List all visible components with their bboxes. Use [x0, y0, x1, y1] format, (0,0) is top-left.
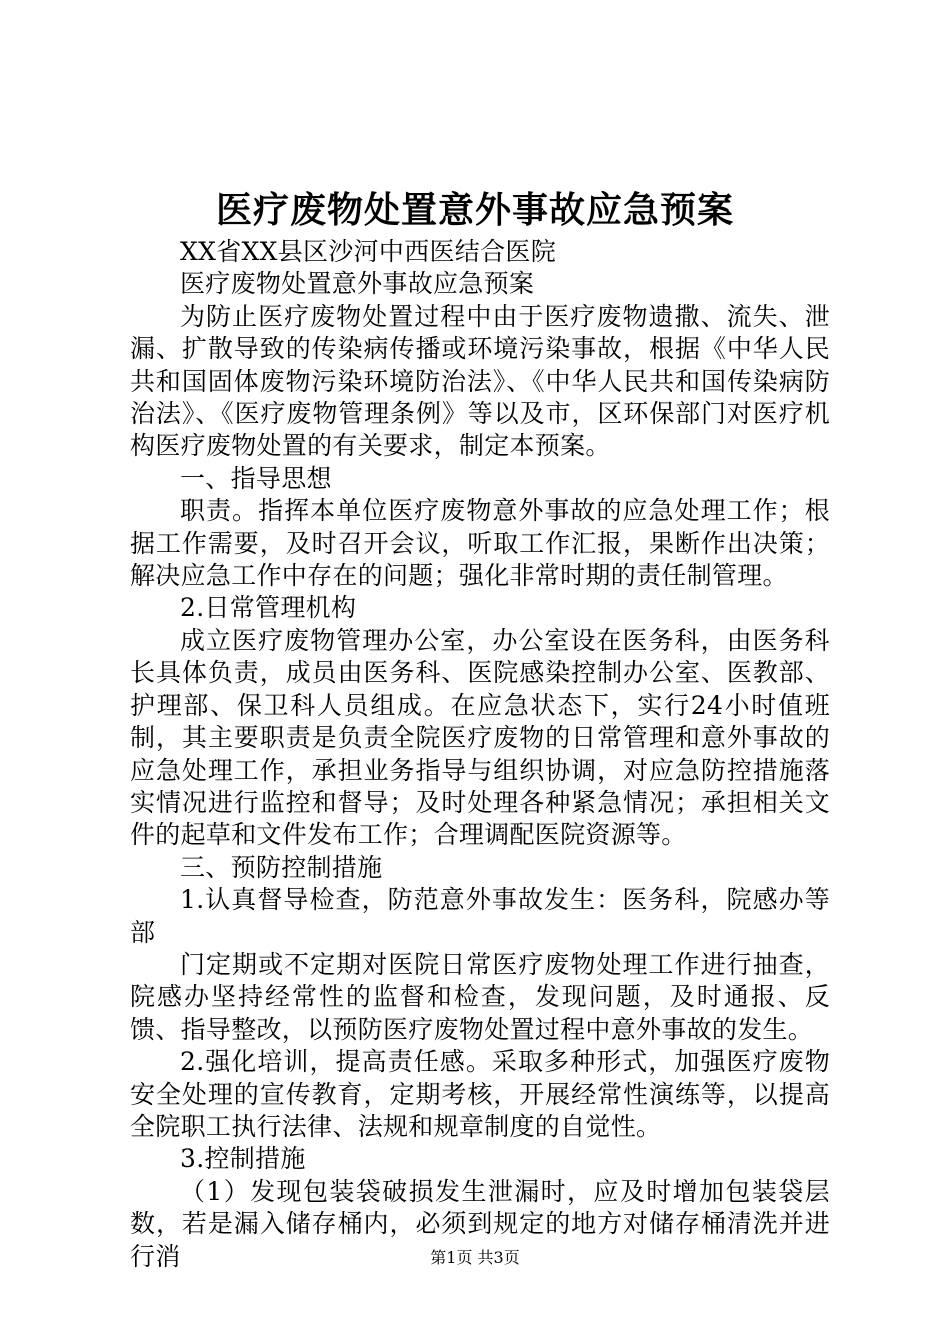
paragraph-responsibilities: 职责。指挥本单位医疗废物意外事故的应急处理工作；根据工作需要，及时召开会议，听取工作汇报，果断作出决策；解决应急工作中存在的问题；强化非常时期的责任制管理。 — [130, 496, 830, 591]
paragraph-management-office: 成立医疗废物管理办公室，办公室设在医务科，由医务科长具体负责，成员由医务科、医院感染控制办公室、医教部、护理部、保卫科人员组成。在应急状态下，实行24小时值班制，其主要职责是负责全院医疗废物的日常管理和意外事故的应急处理工作，承担业务指导与组织协调，对应急防控措施落实情况进行监控和督导；及时处理各种紧急情况；承担相关文件的起草和文件发布工作；合理调配医院资源等。 — [130, 625, 830, 850]
paragraph-leak-handling: （1）发现包装袋破损发生泄漏时，应及时增加包装袋层数，若是漏入储存桶内，必须到规定的地方对储存桶清洗并进行消 — [130, 1176, 830, 1271]
paragraph-training: 2.强化培训，提高责任感。采取多种形式，加强医疗废物安全处理的宣传教育，定期考核，开展经常性演练等，以提高全院职工执行法律、法规和规章制度的自觉性。 — [130, 1047, 830, 1141]
paragraph-inspection-heading: 1.认真督导检查，防范意外事故发生：医务科，院感办等部 — [130, 885, 830, 947]
section-heading-guiding-ideology: 一、指导思想 — [180, 463, 332, 493]
paragraph-plan-name: 医疗废物处置意外事故应急预案 — [180, 269, 535, 299]
paragraph-inspection-detail: 门定期或不定期对医院日常医疗废物处理工作进行抽查，院感办坚持经常性的监督和检查，发现问题，及时通报、反馈、指导整改，以预防医疗废物处置过程中意外事故的发生。 — [130, 949, 830, 1044]
section-heading-prevention-control: 三、预防控制措施 — [180, 852, 383, 882]
section-heading-control-measures: 3.控制措施 — [180, 1144, 306, 1174]
document-body — [130, 236, 830, 1273]
section-heading-daily-management: 2.日常管理机构 — [180, 593, 357, 623]
page-footer: 第1页 共3页 — [430, 1248, 520, 1267]
paragraph-hospital-name: XX省XX县区沙河中西医结合医院 — [180, 237, 556, 266]
paragraph-purpose: 为防止医疗废物处置过程中由于医疗废物遗撒、流失、泄漏、扩散导致的传染病传播或环境污染事故，根据《中华人民共和国固体废物污染环境防治法》、《中华人民共和国传染病防治法》、《医疗废物管理条例》等以及市，区环保部门对医疗机构医疗废物处置的有关要求，制定本预案。 — [130, 301, 830, 461]
document-title: 医疗废物处置意外事故应急预案 — [215, 189, 734, 231]
